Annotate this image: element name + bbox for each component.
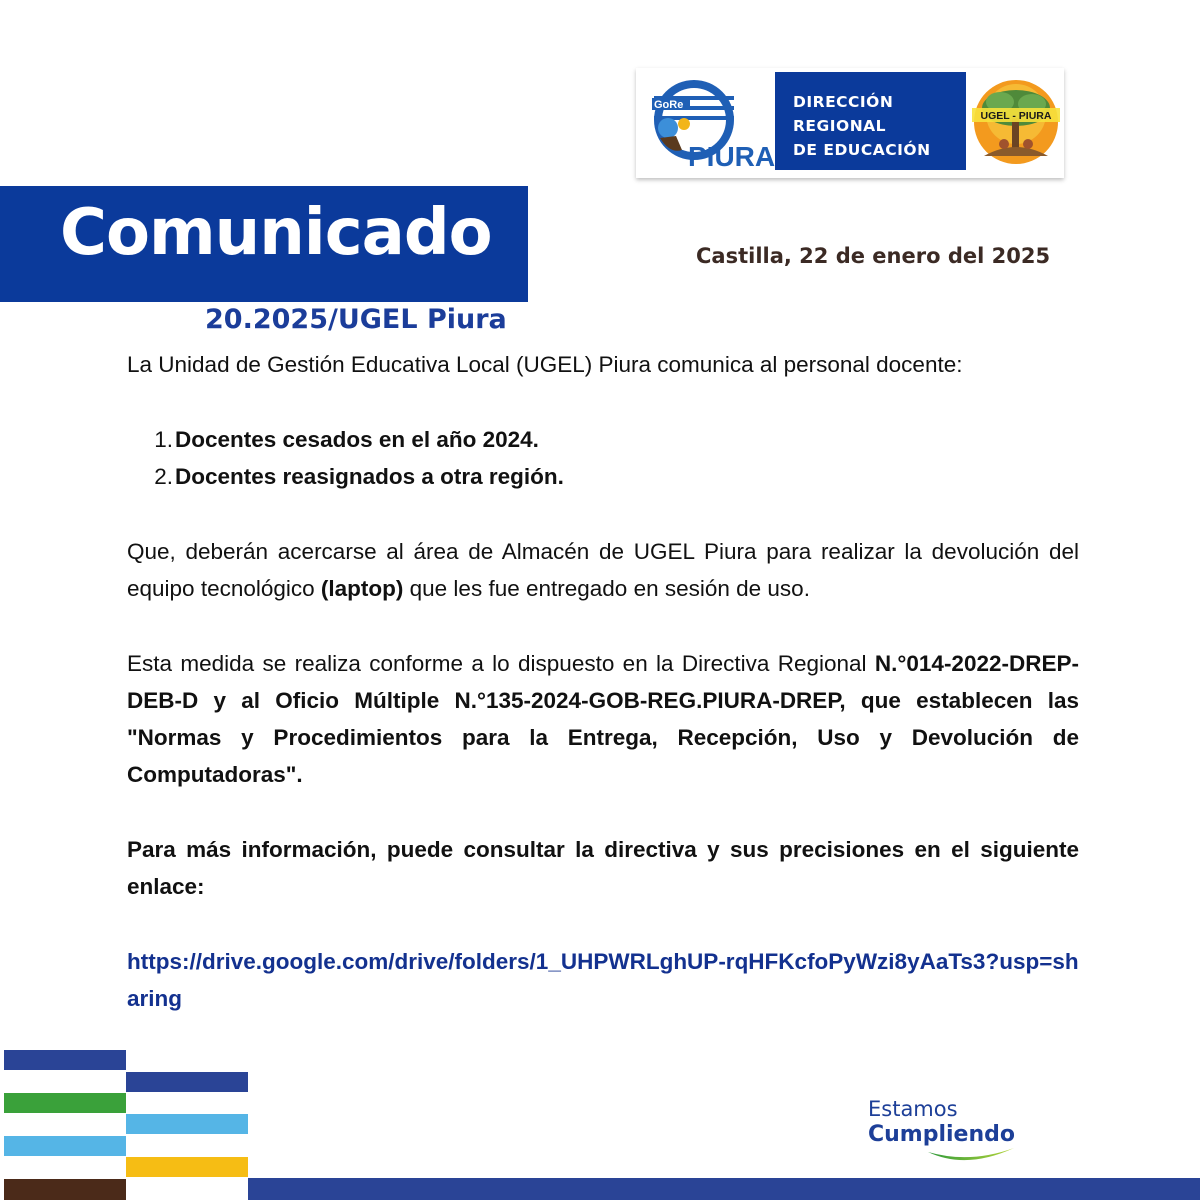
dre-logo — [775, 72, 966, 170]
return-text-end: que les fue entregado en sesión de uso. — [403, 576, 810, 601]
stripe-yellow-right — [126, 1157, 248, 1177]
slogan — [868, 1097, 1015, 1147]
institution-logos — [636, 68, 1064, 178]
svg-text:UGEL - PIURA: UGEL - PIURA — [980, 110, 1052, 122]
return-paragraph — [127, 533, 1079, 607]
date-line: Castilla, 22 de enero del 2025 — [696, 244, 1051, 268]
slogan-line-1: Estamos — [868, 1097, 958, 1121]
directive-reference: N.°014-2022-DREP-DEB-D y al Oficio Múltiple N.°135-2024-GOB-REG.PIURA-DREP, que establecen las "Normas y Procedimientos para la Entrega, Recepción, Uso y Devolución de Computadoras". — [127, 651, 1079, 787]
drive-link-paragraph — [127, 943, 1079, 1017]
dre-line-3: DE EDUCACIÓN — [793, 141, 931, 159]
stripe-green-left — [4, 1093, 126, 1113]
svg-text:GoRe: GoRe — [654, 99, 684, 111]
return-text: Que, deberán acercarse al área de Almacén de UGEL Piura para realizar la devolución del equipo tecnológico — [127, 539, 1079, 601]
info-paragraph: Para más información, puede consultar la directiva y sus precisiones en el siguiente enlace: — [127, 837, 1079, 899]
slogan-line-2: Cumpliendo — [868, 1122, 1016, 1147]
stripe-brown-left — [4, 1179, 126, 1200]
list-text: Docentes reasignados a otra región. — [175, 464, 564, 489]
page-title: Comunicado — [60, 196, 492, 270]
slogan-swoosh-icon — [926, 1146, 1016, 1170]
drive-link[interactable]: https://drive.google.com/drive/folders/1_UHPWRLghUP-rqHFKcfoPyWzi8yAaTs3?usp=sharing — [127, 949, 1079, 1011]
gore-piura-logo — [646, 76, 776, 171]
stripe-lightblue-right — [126, 1114, 248, 1134]
footer-bar — [248, 1178, 1200, 1200]
dre-line-1: DIRECCIÓN — [793, 93, 894, 111]
communique-reference: 20.2025/UGEL Piura — [205, 304, 507, 335]
stripe-navy-right — [126, 1072, 248, 1092]
docentes-list — [127, 421, 1079, 495]
laptop-text: (laptop) — [320, 576, 404, 601]
svg-text:PIURA: PIURA — [688, 141, 776, 171]
list-item — [127, 421, 1079, 458]
communique-body — [127, 346, 1079, 1017]
stripe-navy-left — [4, 1050, 126, 1070]
list-number: 1. — [154, 427, 173, 452]
dre-line-2: REGIONAL — [793, 117, 887, 135]
list-item — [127, 458, 1079, 495]
list-number: 2. — [154, 464, 173, 489]
intro-paragraph: La Unidad de Gestión Educativa Local (UGEL) Piura comunica al personal docente: — [127, 352, 963, 377]
ugel-piura-logo — [970, 74, 1062, 170]
directive-paragraph — [127, 645, 1079, 793]
directive-text: Esta medida se realiza conforme a lo dispuesto en la Directiva Regional — [127, 651, 875, 676]
stripe-lightblue-left — [4, 1136, 126, 1156]
list-text: Docentes cesados en el año 2024. — [175, 427, 539, 452]
